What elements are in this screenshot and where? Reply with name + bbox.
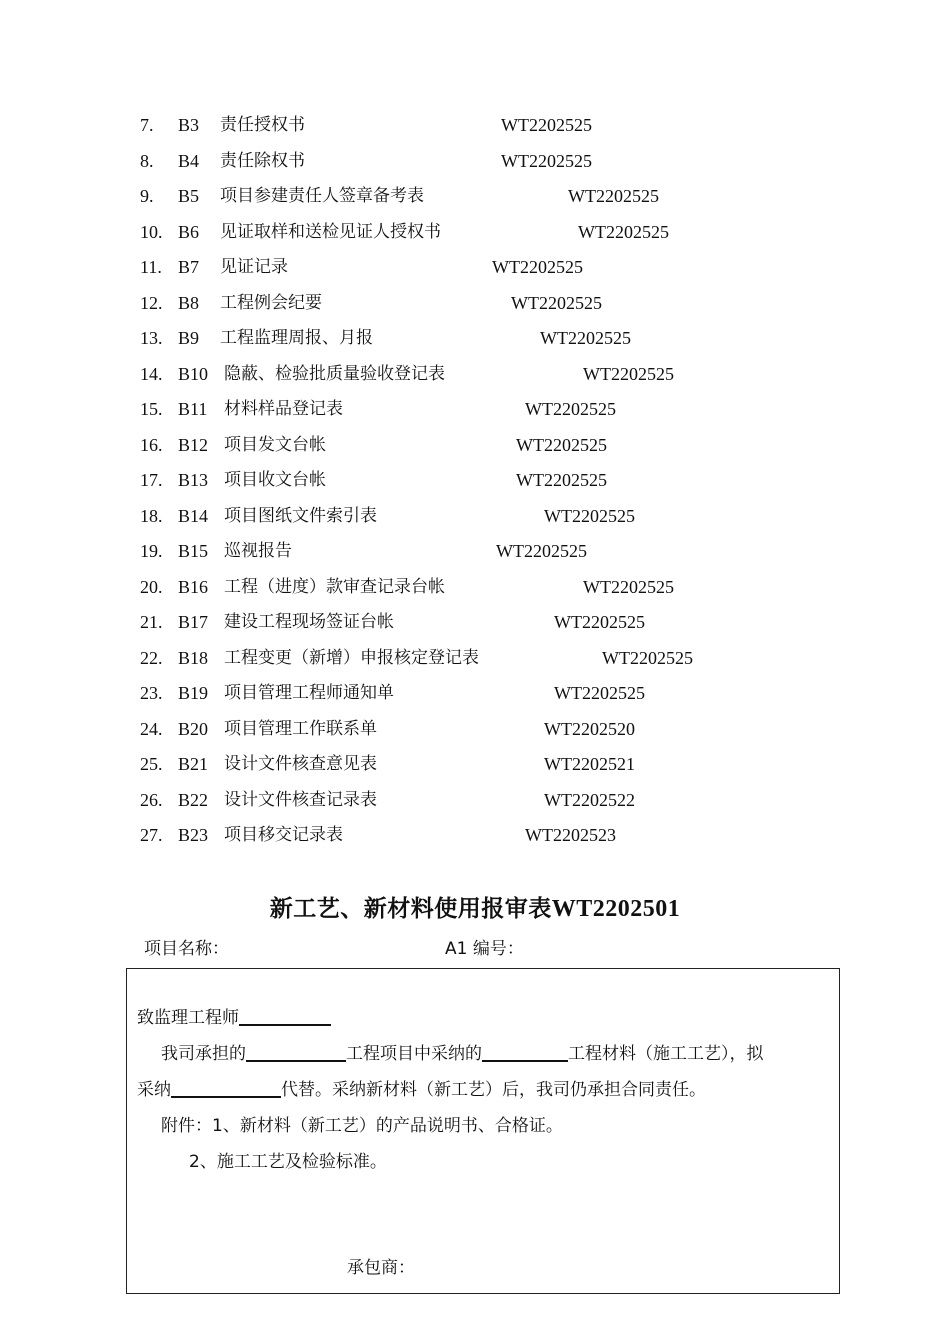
toc-number: 27. [140,825,163,845]
toc-title: 项目管理工作联系单 [224,718,377,739]
toc-row [0,290,950,316]
toc-number: 20. [140,576,163,597]
contractor-label: 承包商： [347,1258,415,1278]
toc-row [0,325,950,351]
toc-ref-code: WT2202525 [554,612,645,632]
toc-ref-code: WT2202525 [554,683,645,703]
toc-row [0,751,950,777]
toc-code: B14 [178,505,209,526]
toc-number: 13. [140,328,163,348]
toc-row [0,787,950,813]
material-blank[interactable] [482,1042,568,1062]
toc-row [0,467,950,493]
toc-code: B18 [178,647,209,668]
toc-title: 建设工程现场签证台帐 [224,612,394,632]
toc-number: 23. [140,683,163,703]
form-number-label: A1 编号： [445,939,524,959]
toc-title: 项目管理工程师通知单 [224,683,394,703]
toc-row [0,183,950,209]
toc-number: 18. [140,505,163,526]
toc-number: 22. [140,647,163,668]
form-title-text: 新工艺、新材料使用报审表 [269,896,552,922]
toc-number: 24. [140,718,163,739]
toc-title: 工程例会纪要 [220,292,322,313]
toc-number: 12. [140,292,163,313]
toc-title: 工程变更（新增）申报核定登记表 [224,647,479,668]
statement-line-1 [161,1039,764,1064]
project-blank[interactable] [246,1042,346,1062]
toc-title: 项目收文台帐 [224,470,326,490]
toc-number: 11. [140,257,162,277]
toc-row [0,716,950,742]
toc-row [0,503,950,529]
project-name-label: 项目名称： [144,939,229,959]
toc-title: 工程（进度）款审查记录台帐 [224,576,445,597]
toc-ref-code: WT2202523 [525,825,616,845]
toc-title: 巡视报告 [224,541,292,561]
statement-line-2 [137,1075,706,1100]
toc-ref-code: WT2202525 [583,576,674,597]
toc-row [0,112,950,138]
toc-title: 责任除权书 [220,150,305,171]
form-box [126,968,840,1294]
replacement-blank[interactable] [171,1078,281,1098]
toc-code: B21 [178,754,209,774]
toc-number: 10. [140,221,163,242]
statement-2a: 采纳 [137,1080,171,1100]
toc-code: B6 [178,221,200,242]
toc-code: B10 [178,363,209,384]
toc-ref-code: WT2202525 [540,328,631,348]
toc-number: 8. [140,150,154,171]
toc-code: B11 [178,399,208,419]
toc-ref-code: WT2202520 [544,718,635,739]
toc-number: 14. [140,363,163,384]
toc-title: 设计文件核查意见表 [224,754,377,774]
toc-title: 隐蔽、检验批质量验收登记表 [224,363,445,384]
toc-title: 工程监理周报、月报 [220,328,373,348]
toc-code: B15 [178,541,209,561]
toc-number: 19. [140,541,163,561]
toc-number: 25. [140,754,163,774]
toc-code: B22 [178,789,209,810]
toc-ref-code: WT2202525 [501,150,592,171]
toc-title: 见证记录 [220,257,288,277]
toc-code: B16 [178,576,209,597]
toc-ref-code: WT2202525 [568,186,659,206]
toc-code: B19 [178,683,209,703]
toc-row [0,609,950,635]
toc-row [0,361,950,387]
attachment-line-1: 附件：1、新材料（新工艺）的产品说明书、合格证。 [161,1116,563,1136]
toc-code: B12 [178,434,209,455]
toc-code: B17 [178,612,209,632]
toc-code: B20 [178,718,209,739]
statement-1b: 工程项目中采纳的 [346,1044,482,1064]
attachment-line-2: 2、施工工艺及检验标准。 [189,1152,387,1172]
toc-title: 项目移交记录表 [224,825,343,845]
toc-title: 责任授权书 [220,115,305,135]
form-title-code: WT2202501 [551,896,681,922]
toc-row [0,432,950,458]
toc-title: 项目图纸文件索引表 [224,505,377,526]
addressee-label: 致监理工程师 [137,1008,239,1028]
addressee-blank[interactable] [239,1006,331,1026]
toc-ref-code: WT2202525 [511,292,602,313]
toc-number: 26. [140,789,163,810]
toc-number: 7. [140,115,154,135]
toc-code: B4 [178,150,200,171]
toc-row [0,148,950,174]
statement-2b: 代替。采纳新材料（新工艺）后，我司仍承担合同责任。 [281,1080,706,1100]
toc-code: B3 [178,115,200,135]
toc-ref-code: WT2202522 [544,789,635,810]
toc-row [0,538,950,564]
toc-code: B5 [178,186,200,206]
toc-row [0,645,950,671]
toc-ref-code: WT2202525 [516,434,607,455]
toc-row [0,254,950,280]
toc-ref-code: WT2202525 [578,221,669,242]
toc-ref-code: WT2202525 [516,470,607,490]
addressee-line [137,1003,331,1028]
toc-number: 16. [140,434,163,455]
form-title [0,890,950,923]
toc-title: 项目发文台帐 [224,434,326,455]
toc-title: 见证取样和送检见证人授权书 [220,221,441,242]
toc-code: B9 [178,328,200,348]
toc-row [0,219,950,245]
statement-1a: 我司承担的 [161,1044,246,1064]
toc-ref-code: WT2202521 [544,754,635,774]
toc-code: B23 [178,825,209,845]
toc-row [0,574,950,600]
toc-row [0,680,950,706]
toc-title: 设计文件核查记录表 [224,789,377,810]
statement-1c: 工程材料（施工工艺），拟 [568,1044,764,1064]
toc-row [0,822,950,848]
toc-number: 15. [140,399,163,419]
toc-ref-code: WT2202525 [501,115,592,135]
toc-row [0,396,950,422]
toc-title: 项目参建责任人签章备考表 [220,186,424,206]
toc-ref-code: WT2202525 [496,541,587,561]
toc-title: 材料样品登记表 [224,399,343,419]
toc-ref-code: WT2202525 [492,257,583,277]
toc-number: 9. [140,186,154,206]
toc-number: 21. [140,612,163,632]
toc-ref-code: WT2202525 [583,363,674,384]
toc-code: B7 [178,257,200,277]
toc-code: B8 [178,292,200,313]
toc-number: 17. [140,470,163,490]
toc-ref-code: WT2202525 [602,647,693,668]
toc-ref-code: WT2202525 [544,505,635,526]
toc-ref-code: WT2202525 [525,399,616,419]
toc-code: B13 [178,470,209,490]
